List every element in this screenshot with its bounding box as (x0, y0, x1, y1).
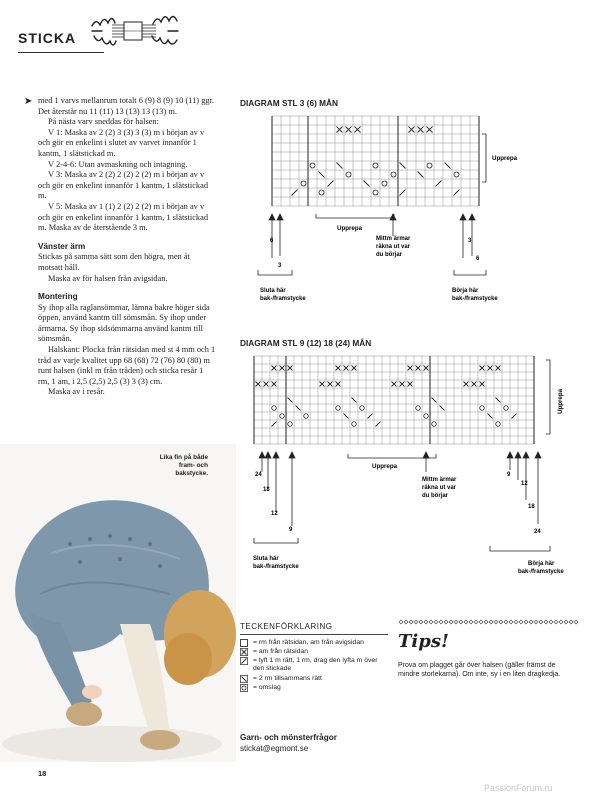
k2tog-symbol (344, 414, 349, 419)
skp-symbol (272, 422, 277, 427)
purl-symbol (424, 366, 429, 371)
diagram1-chart (236, 108, 536, 308)
circle-square-icon (240, 684, 248, 692)
diamond-ornament (454, 620, 458, 624)
legend-item-text: = 2 rm tillsammans rätt (253, 675, 322, 682)
skp-symbol (512, 414, 517, 419)
assembly-heading: Montering (38, 292, 78, 302)
diamond-ornament (564, 620, 568, 624)
yarn-over-symbol (432, 422, 436, 426)
purl-symbol (480, 382, 485, 387)
x-square-icon (240, 648, 248, 656)
diamond-ornament (419, 620, 423, 624)
purl-symbol (272, 382, 277, 387)
child-sweater-photo (0, 444, 236, 762)
purl-symbol (408, 382, 413, 387)
diagram2-end-label: bak-/framstycke (253, 564, 299, 570)
diagram2-size-label: 18 (528, 504, 535, 510)
diamond-ornament (399, 620, 403, 624)
diagram1-start-label: bak-/framstycke (452, 296, 498, 302)
purl-symbol (400, 382, 405, 387)
diagram2-vertical-repeat-label: Upprepa (557, 388, 564, 414)
k2tog-symbol (296, 406, 301, 411)
diagram1-title: DIAGRAM STL 3 (6) MÅN (240, 98, 339, 108)
contact-email: stickat@egmont.se (240, 744, 309, 753)
k2tog-symbol (496, 398, 501, 403)
purl-symbol (336, 366, 341, 371)
diamond-ornament (439, 620, 443, 624)
diagram2-middle-note: du börjar (422, 493, 449, 499)
yarn-over-symbol (346, 172, 351, 177)
yarn-over-symbol (480, 406, 484, 410)
diagram2-size-label: 24 (255, 472, 262, 478)
diagram2-size-label: 24 (534, 529, 541, 535)
diagram1-size-label: 3 (278, 263, 282, 269)
diagram2-start-bracket (490, 546, 550, 551)
yarn-over-symbol (310, 163, 315, 168)
watermark: PassionForum.ru (484, 783, 553, 793)
purl-symbol (328, 382, 333, 387)
skp-symbol (454, 190, 460, 196)
photo-caption: Lika fin på både fram- och bakstycke. (159, 454, 208, 477)
diamond-ornament (559, 620, 563, 624)
diagram1-grid (272, 116, 479, 206)
diamond-ornament (544, 620, 548, 624)
diamond-ornament (519, 620, 523, 624)
yarn-over-symbol (382, 181, 387, 186)
yarn-skein-icon (90, 6, 180, 54)
yarn-over-symbol (301, 181, 306, 186)
purl-symbol (264, 382, 269, 387)
purl-symbol (409, 127, 415, 133)
diagram1-middle-note: du börjar (376, 252, 403, 258)
purl-symbol (427, 127, 433, 133)
diagram1-vertical-repeat-label: Upprepa (492, 155, 518, 162)
skp-symbol (292, 190, 298, 196)
diamond-ornament (429, 620, 433, 624)
k2tog-symbol (400, 163, 406, 169)
diamond-ornament (554, 620, 558, 624)
diagram1-vertical-repeat-bracket (482, 134, 486, 182)
paragraph: V 3: Maska av 2 (2) 2 (2) 2 (2) m i början av v och gör en enkelint innanför 1 kantm, 1 slätstickad m. (38, 170, 209, 201)
paragraph: Sy ihop alla raglansömmar, lämna bakre höger sida öppen, använd kantm till sömsmån. Sy ihop under ärmarna. Sy ihop sidsömmarna använd kantm till sömsmån. (38, 302, 210, 344)
diamond-ornament (574, 620, 578, 624)
paragraph: V 2-4-6: Utan avmaskning och intagning. (48, 159, 188, 169)
k2tog-symbol (364, 181, 370, 187)
purl-symbol (488, 366, 493, 371)
skp-symbol (376, 422, 381, 427)
diamond-ornament (484, 620, 488, 624)
diamond-ornament (499, 620, 503, 624)
diagram2-horizontal-repeat-label: Upprepa (372, 463, 398, 470)
page-number: 18 (38, 769, 47, 778)
purl-symbol (418, 127, 424, 133)
legend-title: TECKENFÖRKLARING (240, 622, 333, 631)
yarn-over-symbol (373, 163, 378, 168)
k2tog-symbol (445, 163, 451, 169)
backslash-square-icon (240, 675, 248, 683)
diagram2-size-label: 12 (271, 511, 278, 517)
k2tog-symbol (418, 172, 424, 178)
diamond-ornament (414, 620, 418, 624)
purl-symbol (337, 127, 343, 133)
k2tog-symbol (440, 406, 445, 411)
diagram1-horizontal-repeat-bracket (316, 214, 394, 218)
paragraph: Halskant: Plocka från rätsidan med st 4 mm och 1 tråd av varje kvalitet upp 68 (68) 72 (76) 80 (80) m runt halsen (inkl m från tråden) och sticka resår 1 rm, 1 am, i 2,5 (2,5) 2,5 (3) 3 (3) cm. (38, 345, 216, 386)
purl-symbol (320, 382, 325, 387)
diamond-ornament (444, 620, 448, 624)
yarn-over-symbol (288, 422, 292, 426)
legend-item-text: = lyft 1 m rätt, 1 rm, drag den lyfta m över den stickade (253, 657, 378, 672)
yarn-over-symbol (391, 172, 396, 177)
diamond-ornament (479, 620, 483, 624)
diagram2-size-label: 12 (521, 481, 528, 487)
yarn-over-symbol (416, 406, 420, 410)
diagram1-end-bracket (258, 270, 292, 275)
diagram2-start-arrows (259, 452, 541, 526)
diagram2-horizontal-repeat-bracket (348, 454, 436, 458)
purl-symbol (392, 382, 397, 387)
purl-symbol (355, 127, 361, 133)
diagram2-size-label: 9 (507, 472, 511, 478)
paragraph: med 1 varvs mellanrum totalt 6 (9) 8 (9) 10 (11) ggr. Det återstår nu 11 (11) 13 (13) 13 (13) m. (38, 96, 214, 116)
diagram2-start-label: bak-/framstycke (518, 569, 564, 575)
diamond-ornament (474, 620, 478, 624)
purl-symbol (272, 366, 277, 371)
k2tog-symbol (319, 172, 325, 178)
purl-symbol (408, 366, 413, 371)
yarn-over-symbol (304, 414, 308, 418)
yarn-over-symbol (496, 422, 500, 426)
purl-symbol (336, 382, 341, 387)
diagram1-end-label: bak-/framstycke (260, 296, 306, 302)
diamond-ornament (509, 620, 513, 624)
slash-square-icon (240, 657, 248, 665)
skp-symbol (400, 190, 406, 196)
legend-item-text: = rm från rätsidan, am från avigsidan (253, 639, 364, 646)
k2tog-symbol (352, 398, 357, 403)
diamond-ornament (424, 620, 428, 624)
diagram2-size-label: 9 (289, 527, 293, 533)
diagram1-size-label: 6 (476, 256, 480, 262)
purl-symbol (464, 382, 469, 387)
diagram2-size-label: 18 (263, 487, 270, 493)
legend-divider (240, 634, 388, 635)
diamond-ornament (514, 620, 518, 624)
paragraph: Stickas på samma sätt som den högra, men åt motsatt håll. (38, 252, 190, 272)
yarn-over-symbol (352, 422, 356, 426)
purl-symbol (352, 366, 357, 371)
skp-symbol (436, 181, 442, 187)
diamond-ornament (469, 620, 473, 624)
paragraph: V 1: Maska av 2 (2) 3 (3) 3 (3) m i början av v och gör en enkelint i slutet av varvet innanför 1 kantm, 1 slätstickad m. (38, 127, 205, 158)
paragraph: Maska av för halsen från avigsidan. (48, 273, 168, 283)
diagram2-middle-note: Mittm ärmar (422, 477, 457, 483)
diagram1-size-label: 6 (270, 238, 274, 244)
skp-symbol (368, 414, 373, 419)
purl-symbol (256, 382, 261, 387)
diamond-ornament (434, 620, 438, 624)
purl-symbol (472, 382, 477, 387)
yarn-over-symbol (319, 190, 324, 195)
page-header (0, 0, 604, 60)
yarn-over-symbol (373, 190, 378, 195)
yarn-over-symbol (336, 406, 340, 410)
diagram2-start-label: Börja här (528, 561, 555, 567)
diagram2-vertical-repeat-bracket (546, 360, 550, 434)
purl-symbol (416, 366, 421, 371)
diagram2-chart (236, 348, 596, 588)
yarn-over-symbol (504, 406, 508, 410)
diagram1-start-label: Börja här (452, 288, 479, 294)
diamond-ornament (529, 620, 533, 624)
diagram1-end-label: Sluta här (260, 288, 286, 294)
paragraph: Maska av i resår. (48, 387, 105, 397)
legend-item-text: = am från rätsidan (253, 648, 308, 655)
k2tog-symbol (432, 398, 437, 403)
empty-square-icon (240, 639, 248, 647)
diamond-ornament (539, 620, 543, 624)
diamond-ornament (569, 620, 573, 624)
diagram1-start-arrows (269, 214, 475, 258)
yarn-over-symbol (424, 414, 428, 418)
diagram1-middle-note: räkna ut var (376, 244, 411, 250)
diamond-ornament (524, 620, 528, 624)
yarn-over-symbol (427, 163, 432, 168)
tips-heading: Tips! (398, 631, 449, 652)
diagram1-size-label: 3 (468, 238, 472, 244)
skp-symbol (328, 181, 334, 187)
purl-symbol (496, 366, 501, 371)
diamond-ornament (464, 620, 468, 624)
yarn-over-symbol (272, 406, 276, 410)
purl-symbol (480, 366, 485, 371)
diamond-ornament (494, 620, 498, 624)
diagram1-horizontal-repeat-label: Upprepa (337, 225, 363, 232)
diagram2-title: DIAGRAM STL 9 (12) 18 (24) MÅN (240, 338, 372, 348)
diamond-ornament (404, 620, 408, 624)
paragraph: V 5: Maska av 1 (1) 2 (2) 2 (2) m i början av v och gör en enkelint innanför 1 kantm, 1 slätstickad m. Maska av de återstående 3 m. (38, 201, 209, 233)
pattern-text-column (38, 96, 216, 398)
diamond-ornament (549, 620, 553, 624)
sleeve-heading: Vänster ärm (38, 241, 86, 251)
k2tog-symbol (288, 398, 293, 403)
legend-item-text: = omslag (253, 684, 281, 691)
purl-symbol (346, 127, 352, 133)
tips-text: Prova om plagget går över halsen (gäller främst de mindre storlekarna). Om inte, sy i en liten dragkedja. (398, 662, 561, 678)
diagram2-end-label: Sluta här (253, 556, 279, 562)
diamond-ornament (489, 620, 493, 624)
yarn-over-symbol (360, 406, 364, 410)
diagram1-start-bracket (454, 270, 486, 275)
diamond-ornament (459, 620, 463, 624)
section-title: STICKA (18, 30, 77, 46)
k2tog-symbol (337, 163, 343, 169)
diamond-ornament (449, 620, 453, 624)
diamond-ornament (534, 620, 538, 624)
diagram2-end-bracket (254, 538, 298, 543)
diagram1-middle-note: Mittm ärmar (376, 236, 411, 242)
yarn-over-symbol (454, 172, 459, 177)
tips-diamond-border (398, 619, 578, 625)
diamond-ornament (409, 620, 413, 624)
paragraph: På nästa varv sneddas för halsen: (48, 117, 159, 127)
continue-arrow-icon: ➤ (24, 96, 33, 107)
diagram2-grid (254, 356, 534, 444)
purl-symbol (344, 366, 349, 371)
purl-symbol (280, 366, 285, 371)
diamond-ornament (504, 620, 508, 624)
yarn-questions-title: Garn- och mönsterfrågor (240, 733, 337, 742)
purl-symbol (288, 366, 293, 371)
k2tog-symbol (488, 414, 493, 419)
yarn-over-symbol (280, 414, 284, 418)
diagram2-middle-note: räkna ut var (422, 485, 457, 491)
